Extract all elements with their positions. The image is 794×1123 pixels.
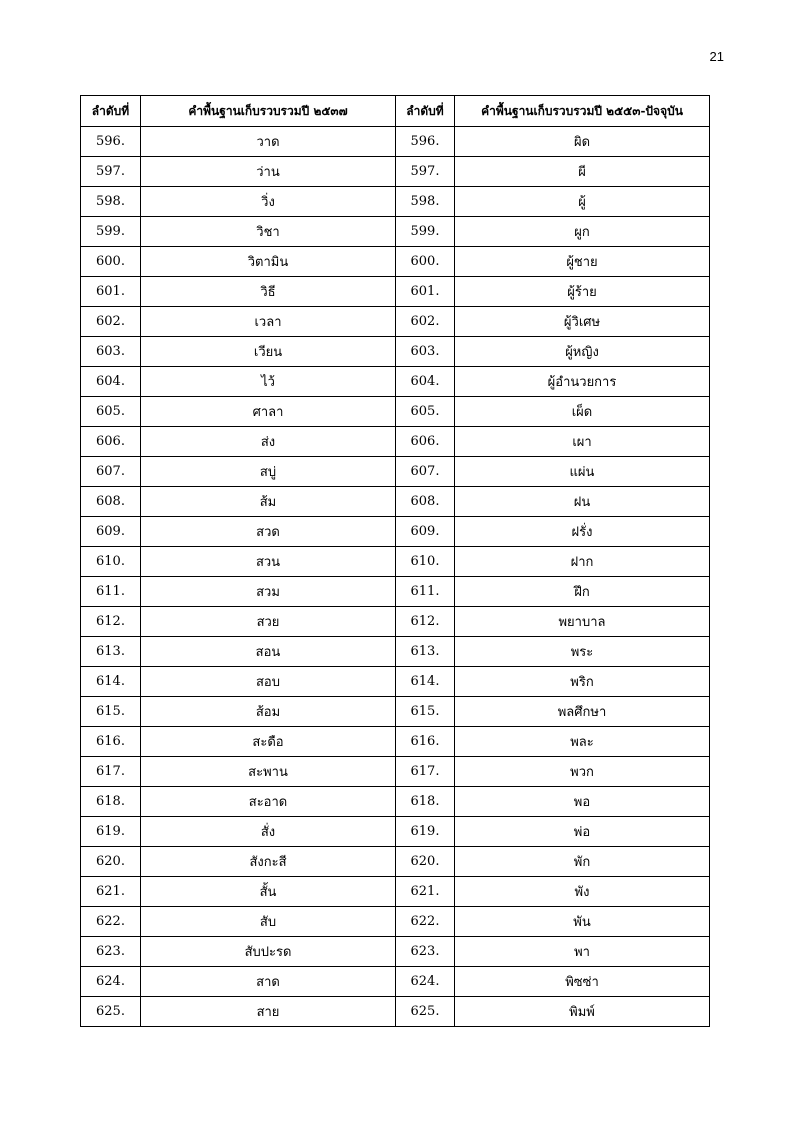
word-1994: สบู่ — [141, 457, 396, 487]
word-1994: สับ — [141, 907, 396, 937]
row-index-1994: 602. — [81, 307, 141, 337]
row-index-2010: 612. — [396, 607, 455, 637]
row-index-2010: 599. — [396, 217, 455, 247]
table-row — [81, 997, 710, 1027]
word-1994: เวียน — [141, 337, 396, 367]
table-row — [81, 517, 710, 547]
table-row — [81, 457, 710, 487]
word-2010: ฝาก — [455, 547, 710, 577]
row-index-1994: 615. — [81, 697, 141, 727]
word-2010: พิมพ์ — [455, 997, 710, 1027]
word-2010: พัก — [455, 847, 710, 877]
row-index-2010: 597. — [396, 157, 455, 187]
table-row — [81, 637, 710, 667]
table-row — [81, 397, 710, 427]
word-2010: พ่อ — [455, 817, 710, 847]
word-1994: ว่าน — [141, 157, 396, 187]
row-index-1994: 624. — [81, 967, 141, 997]
word-1994: สอบ — [141, 667, 396, 697]
word-2010: พอ — [455, 787, 710, 817]
row-index-2010: 615. — [396, 697, 455, 727]
word-2010: เผา — [455, 427, 710, 457]
word-2010: ฝึก — [455, 577, 710, 607]
row-index-2010: 607. — [396, 457, 455, 487]
table-row — [81, 697, 710, 727]
row-index-2010: 613. — [396, 637, 455, 667]
row-index-1994: 607. — [81, 457, 141, 487]
table-row — [81, 157, 710, 187]
row-index-1994: 596. — [81, 127, 141, 157]
table-row — [81, 787, 710, 817]
word-2010: แผ่น — [455, 457, 710, 487]
table-row — [81, 547, 710, 577]
word-2010: พวก — [455, 757, 710, 787]
word-2010: พริก — [455, 667, 710, 697]
row-index-1994: 604. — [81, 367, 141, 397]
header-index-2010: ลำดับที่ — [396, 96, 455, 127]
word-2010: พัง — [455, 877, 710, 907]
word-2010: ผู้หญิง — [455, 337, 710, 367]
word-1994: สอน — [141, 637, 396, 667]
row-index-1994: 625. — [81, 997, 141, 1027]
row-index-2010: 608. — [396, 487, 455, 517]
word-2010: พัน — [455, 907, 710, 937]
row-index-2010: 602. — [396, 307, 455, 337]
table-row — [81, 127, 710, 157]
table-row — [81, 217, 710, 247]
row-index-1994: 620. — [81, 847, 141, 877]
row-index-2010: 621. — [396, 877, 455, 907]
row-index-2010: 604. — [396, 367, 455, 397]
table-header-row — [81, 96, 710, 127]
word-1994: วิ่ง — [141, 187, 396, 217]
table-row — [81, 337, 710, 367]
word-1994: สวด — [141, 517, 396, 547]
row-index-1994: 623. — [81, 937, 141, 967]
table-row — [81, 307, 710, 337]
word-2010: พระ — [455, 637, 710, 667]
word-1994: ศาลา — [141, 397, 396, 427]
word-2010: ฝรั่ง — [455, 517, 710, 547]
row-index-2010: 606. — [396, 427, 455, 457]
word-2010: ผู้ร้าย — [455, 277, 710, 307]
page-number: 21 — [709, 49, 724, 64]
table-row — [81, 727, 710, 757]
word-table — [80, 95, 710, 1027]
table-body — [81, 127, 710, 1027]
row-index-1994: 606. — [81, 427, 141, 457]
row-index-1994: 621. — [81, 877, 141, 907]
table-row — [81, 967, 710, 997]
word-1994: วาด — [141, 127, 396, 157]
row-index-2010: 596. — [396, 127, 455, 157]
row-index-2010: 617. — [396, 757, 455, 787]
word-1994: สะอาด — [141, 787, 396, 817]
word-2010: ผู้วิเศษ — [455, 307, 710, 337]
word-1994: ส่ง — [141, 427, 396, 457]
table-row — [81, 247, 710, 277]
word-2010: พละ — [455, 727, 710, 757]
row-index-1994: 599. — [81, 217, 141, 247]
row-index-1994: 597. — [81, 157, 141, 187]
word-1994: วิตามิน — [141, 247, 396, 277]
word-1994: สาย — [141, 997, 396, 1027]
table-row — [81, 427, 710, 457]
word-1994: วิชา — [141, 217, 396, 247]
row-index-1994: 616. — [81, 727, 141, 757]
word-1994: ส้อม — [141, 697, 396, 727]
row-index-1994: 601. — [81, 277, 141, 307]
row-index-2010: 614. — [396, 667, 455, 697]
row-index-2010: 623. — [396, 937, 455, 967]
word-1994: สะพาน — [141, 757, 396, 787]
word-1994: ส้ม — [141, 487, 396, 517]
word-1994: สังกะสี — [141, 847, 396, 877]
row-index-1994: 622. — [81, 907, 141, 937]
word-2010: เผ็ด — [455, 397, 710, 427]
word-2010: ผี — [455, 157, 710, 187]
word-2010: ผิด — [455, 127, 710, 157]
row-index-2010: 618. — [396, 787, 455, 817]
table-row — [81, 877, 710, 907]
word-2010: พิซซ่า — [455, 967, 710, 997]
word-1994: ไว้ — [141, 367, 396, 397]
row-index-1994: 611. — [81, 577, 141, 607]
row-index-1994: 617. — [81, 757, 141, 787]
row-index-1994: 603. — [81, 337, 141, 367]
row-index-2010: 598. — [396, 187, 455, 217]
row-index-2010: 610. — [396, 547, 455, 577]
word-1994: วิธี — [141, 277, 396, 307]
word-2010: ฝน — [455, 487, 710, 517]
word-2010: พา — [455, 937, 710, 967]
row-index-1994: 605. — [81, 397, 141, 427]
row-index-2010: 601. — [396, 277, 455, 307]
table-row — [81, 487, 710, 517]
table-row — [81, 847, 710, 877]
word-2010: ผู้ — [455, 187, 710, 217]
row-index-2010: 624. — [396, 967, 455, 997]
row-index-1994: 598. — [81, 187, 141, 217]
word-2010: ผู้อำนวยการ — [455, 367, 710, 397]
table-row — [81, 607, 710, 637]
table-row — [81, 577, 710, 607]
row-index-2010: 620. — [396, 847, 455, 877]
header-words-1994: คำพื้นฐานเก็บรวบรวมปี ๒๕๓๗ — [141, 96, 396, 127]
word-1994: สวม — [141, 577, 396, 607]
word-2010: ผู้ชาย — [455, 247, 710, 277]
row-index-1994: 612. — [81, 607, 141, 637]
word-1994: สวย — [141, 607, 396, 637]
header-words-2010: คำพื้นฐานเก็บรวบรวมปี ๒๕๕๓-ปัจจุบัน — [455, 96, 710, 127]
word-1994: สับปะรด — [141, 937, 396, 967]
row-index-2010: 609. — [396, 517, 455, 547]
word-1994: สะดือ — [141, 727, 396, 757]
row-index-1994: 619. — [81, 817, 141, 847]
row-index-2010: 622. — [396, 907, 455, 937]
table-row — [81, 667, 710, 697]
row-index-1994: 613. — [81, 637, 141, 667]
header-index-1994: ลำดับที่ — [81, 96, 141, 127]
word-2010: พลศึกษา — [455, 697, 710, 727]
row-index-2010: 600. — [396, 247, 455, 277]
word-1994: สั้น — [141, 877, 396, 907]
table-row — [81, 907, 710, 937]
row-index-2010: 605. — [396, 397, 455, 427]
row-index-1994: 600. — [81, 247, 141, 277]
table-row — [81, 817, 710, 847]
row-index-2010: 603. — [396, 337, 455, 367]
word-2010: พยาบาล — [455, 607, 710, 637]
row-index-2010: 616. — [396, 727, 455, 757]
row-index-1994: 614. — [81, 667, 141, 697]
word-1994: สาด — [141, 967, 396, 997]
table-row — [81, 277, 710, 307]
row-index-1994: 608. — [81, 487, 141, 517]
table-row — [81, 937, 710, 967]
row-index-2010: 619. — [396, 817, 455, 847]
row-index-1994: 610. — [81, 547, 141, 577]
row-index-2010: 625. — [396, 997, 455, 1027]
table-row — [81, 187, 710, 217]
table-row — [81, 757, 710, 787]
row-index-1994: 609. — [81, 517, 141, 547]
word-1994: สวน — [141, 547, 396, 577]
word-2010: ผูก — [455, 217, 710, 247]
table-row — [81, 367, 710, 397]
row-index-2010: 611. — [396, 577, 455, 607]
word-1994: เวลา — [141, 307, 396, 337]
word-1994: สั่ง — [141, 817, 396, 847]
row-index-1994: 618. — [81, 787, 141, 817]
